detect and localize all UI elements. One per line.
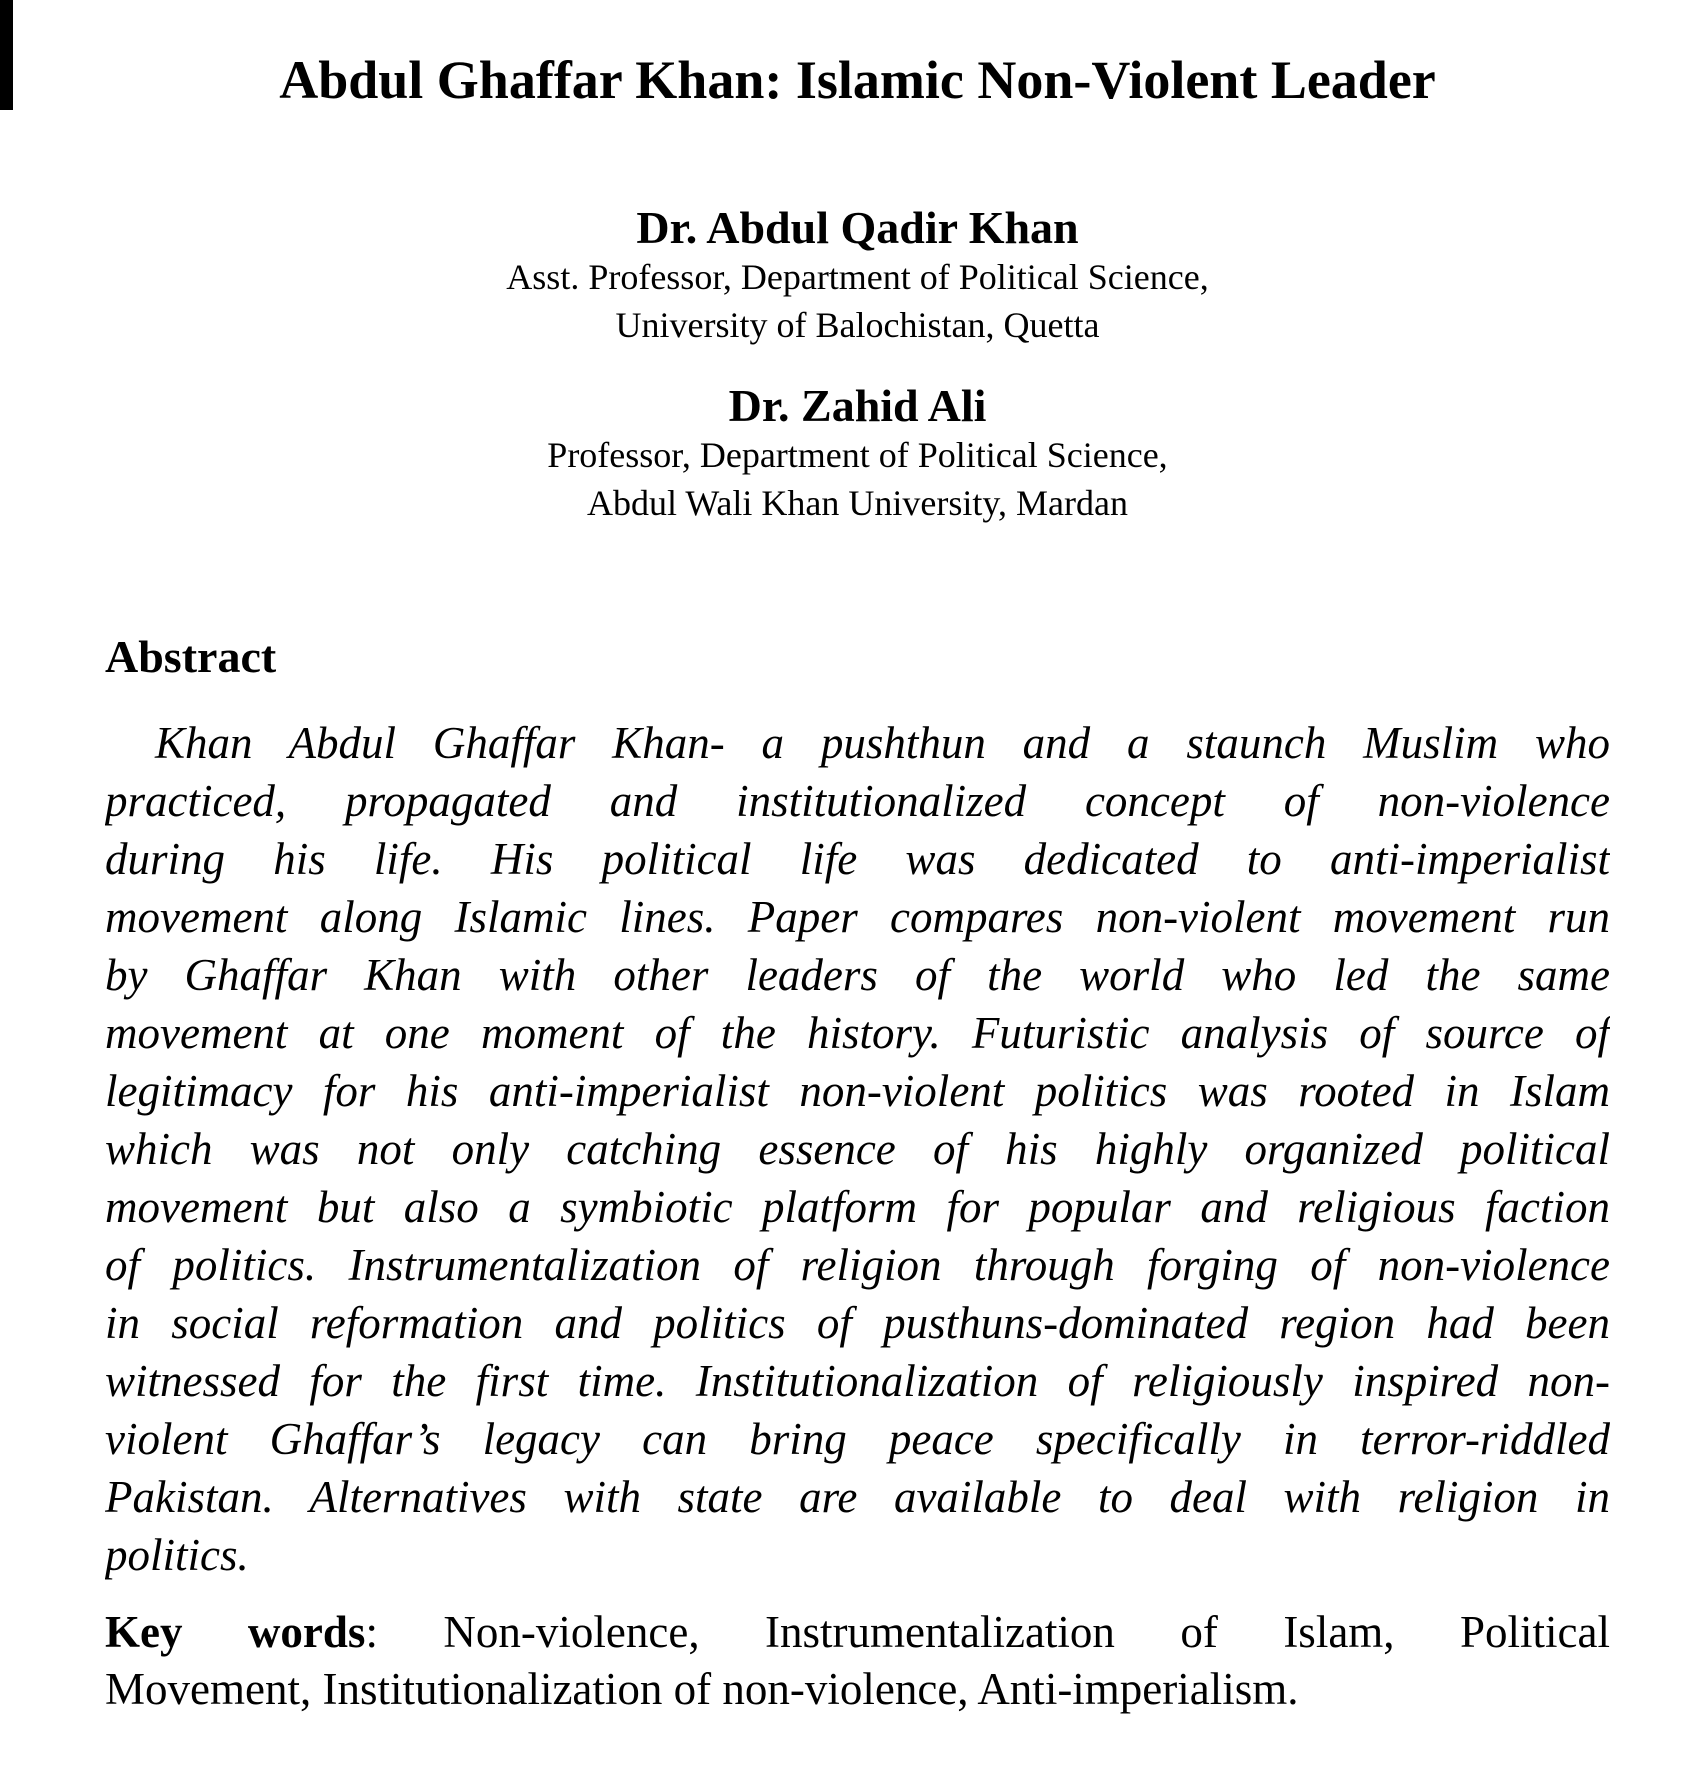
abstract-line: movement along Islamic lines. Paper compares non-violent movement run <box>105 892 1610 942</box>
abstract-line: in social reformation and politics of pusthuns-dominated region had been <box>105 1298 1610 1348</box>
author-2-affiliation-line-2: Abdul Wali Khan University, Mardan <box>586 483 1128 523</box>
author-1-affiliation-line-1: Asst. Professor, Department of Political Science, <box>506 257 1209 297</box>
keywords-paragraph <box>105 1604 1610 1718</box>
abstract-paragraph <box>105 714 1610 1584</box>
abstract-heading: Abstract <box>105 631 277 682</box>
author-2-name: Dr. Zahid Ali <box>728 380 987 431</box>
abstract-line: movement at one moment of the history. Futuristic analysis of source of <box>105 1008 1610 1058</box>
abstract-line: practiced, propagated and institutionalized concept of non-violence <box>105 776 1610 826</box>
abstract-line: legitimacy for his anti-imperialist non-violent politics was rooted in Islam <box>105 1066 1610 1116</box>
abstract-line: Pakistan. Alternatives with state are available to deal with religion in <box>105 1472 1610 1522</box>
abstract-line: violent Ghaffar’s legacy can bring peace specifically in terror-riddled <box>105 1414 1610 1464</box>
keywords-label: Key words <box>105 1607 366 1657</box>
paper-title: Abdul Ghaffar Khan: Islamic Non-Violent Leader <box>279 50 1436 110</box>
abstract-line: which was not only catching essence of his highly organized political <box>105 1124 1610 1174</box>
author-block-2 <box>105 381 1610 527</box>
abstract-line: by Ghaffar Khan with other leaders of the world who led the same <box>105 950 1610 1000</box>
abstract-line: politics. <box>105 1530 249 1580</box>
abstract-line: during his life. His political life was dedicated to anti-imperialist <box>105 834 1610 884</box>
author-2-affiliation-line-1: Professor, Department of Political Science, <box>547 435 1168 475</box>
keywords-line-1-text: : Non-violence, Instrumentalization of Islam, Political <box>365 1607 1610 1657</box>
author-1-affiliation-line-2: University of Balochistan, Quetta <box>615 305 1100 345</box>
scan-artifact-mark <box>0 0 13 110</box>
author-block-1 <box>105 203 1610 349</box>
abstract-line: of politics. Instrumentalization of religion through forging of non-violence <box>105 1240 1610 1290</box>
abstract-line: Khan Abdul Ghaffar Khan- a pushthun and a staunch Muslim who <box>155 718 1610 768</box>
abstract-line: witnessed for the first time. Institutionalization of religiously inspired non- <box>105 1356 1610 1406</box>
keywords-line-1 <box>105 1604 1610 1661</box>
abstract-line: movement but also a symbiotic platform for popular and religious faction <box>105 1182 1610 1232</box>
author-1-name: Dr. Abdul Qadir Khan <box>636 202 1079 253</box>
keywords-line-2: Movement, Institutionalization of non-violence, Anti-imperialism. <box>105 1664 1299 1714</box>
